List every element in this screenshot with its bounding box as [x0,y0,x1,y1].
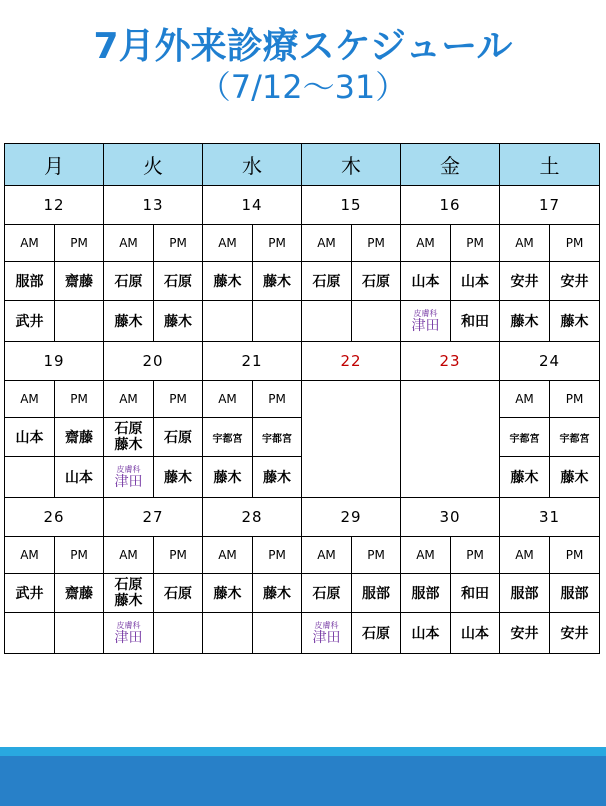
doctor-cell: 藤木 [154,457,203,498]
date-cell: 29 [302,498,401,537]
am-label: AM [302,537,352,574]
pm-label: PM [451,225,500,262]
doctor-cell [352,301,401,342]
doctor-cell: 藤木 [253,574,302,613]
doctor-name: 津田 [114,630,143,646]
doctor-cell-stacked [104,418,154,457]
doctor-name: 津田 [312,630,341,646]
doctor-cell: 安井 [550,613,600,654]
date-row [5,498,600,537]
doctor-cell [5,457,55,498]
dermatology-cell [401,301,451,342]
doctor-cell: 石原 [302,574,352,613]
doctor-name: 石原 [114,421,143,437]
weekday-header-row [5,144,600,186]
am-label: AM [401,537,451,574]
doctor-cell: 安井 [500,613,550,654]
doctor-cell: 藤木 [154,301,203,342]
doctor-cell: 藤木 [550,301,600,342]
doctor-cell [203,301,253,342]
doctor-cell: 藤木 [550,457,600,498]
doctor-cell: 藤木 [203,262,253,301]
date-cell: 13 [104,186,203,225]
doctor-name: 津田 [411,318,440,334]
holiday-empty-cell [401,381,500,498]
am-label: AM [104,537,154,574]
doctor-cell: 藤木 [500,457,550,498]
holiday-empty-cell [302,381,401,498]
doctor-cell [5,613,55,654]
date-cell-holiday: 23 [401,342,500,381]
doctor-cell: 山本 [5,418,55,457]
date-cell: 30 [401,498,500,537]
am-label: AM [104,381,154,418]
doctor-row [5,613,600,654]
doctor-cell: 齋藤 [55,574,104,613]
doctor-cell: 山本 [401,613,451,654]
weekday-fri: 金 [401,144,500,186]
pm-label: PM [253,225,302,262]
doctor-cell: 安井 [550,262,600,301]
doctor-cell: 服部 [550,574,600,613]
weekday-wed: 水 [203,144,302,186]
doctor-name: 石原 [114,577,143,593]
pm-label: PM [253,537,302,574]
doctor-cell: 石原 [154,418,203,457]
am-label: AM [5,225,55,262]
pm-label: PM [451,537,500,574]
doctor-cell: 宇都宮 [253,418,302,457]
am-label: AM [500,537,550,574]
doctor-cell: 石原 [352,262,401,301]
doctor-cell-stacked [104,574,154,613]
pm-label: PM [154,225,203,262]
ampm-row [5,537,600,574]
doctor-cell: 藤木 [203,574,253,613]
date-cell: 15 [302,186,401,225]
weekday-tue: 火 [104,144,203,186]
doctor-cell: 藤木 [253,457,302,498]
doctor-cell [55,301,104,342]
doctor-cell: 宇都宮 [203,418,253,457]
doctor-name: 津田 [114,474,143,490]
dermatology-cell [104,457,154,498]
doctor-cell: 山本 [401,262,451,301]
doctor-row [5,262,600,301]
doctor-row [5,574,600,613]
weekday-sat: 土 [500,144,600,186]
date-cell-holiday: 22 [302,342,401,381]
doctor-cell: 藤木 [104,301,154,342]
date-cell: 27 [104,498,203,537]
date-cell: 31 [500,498,600,537]
am-label: AM [203,225,253,262]
page-title: 7月外来診療スケジュール [93,26,513,67]
ampm-row [5,381,600,418]
pm-label: PM [55,381,104,418]
doctor-cell: 齋藤 [55,418,104,457]
doctor-row [5,301,600,342]
dermatology-label: 皮膚科 [314,621,339,630]
doctor-cell: 服部 [352,574,401,613]
doctor-cell: 山本 [55,457,104,498]
doctor-cell: 和田 [451,301,500,342]
am-label: AM [104,225,154,262]
pm-label: PM [550,225,600,262]
date-cell: 17 [500,186,600,225]
weekday-mon: 月 [5,144,104,186]
am-label: AM [500,225,550,262]
doctor-cell: 武井 [5,574,55,613]
date-row [5,186,600,225]
doctor-cell [253,301,302,342]
doctor-cell: 藤木 [500,301,550,342]
am-label: AM [203,537,253,574]
doctor-cell: 藤木 [253,262,302,301]
pm-label: PM [154,537,203,574]
am-label: AM [500,381,550,418]
dermatology-label: 皮膚科 [116,621,141,630]
doctor-cell: 服部 [500,574,550,613]
doctor-cell [302,301,352,342]
date-cell: 21 [203,342,302,381]
date-cell: 28 [203,498,302,537]
doctor-cell: 服部 [5,262,55,301]
doctor-cell [203,613,253,654]
doctor-cell [55,613,104,654]
date-cell: 24 [500,342,600,381]
date-cell: 20 [104,342,203,381]
am-label: AM [203,381,253,418]
dermatology-cell [104,613,154,654]
doctor-cell [253,613,302,654]
date-cell: 26 [5,498,104,537]
schedule-table [4,143,600,654]
date-cell: 12 [5,186,104,225]
pm-label: PM [55,225,104,262]
dermatology-label: 皮膚科 [116,465,141,474]
am-label: AM [5,537,55,574]
doctor-cell: 石原 [154,262,203,301]
pm-label: PM [550,381,600,418]
doctor-cell: 石原 [352,613,401,654]
pm-label: PM [352,225,401,262]
doctor-cell: 武井 [5,301,55,342]
doctor-cell: 宇都宮 [550,418,600,457]
dermatology-cell [302,613,352,654]
am-label: AM [302,225,352,262]
pm-label: PM [352,537,401,574]
doctor-cell: 石原 [154,574,203,613]
date-cell: 16 [401,186,500,225]
doctor-cell: 和田 [451,574,500,613]
doctor-cell: 山本 [451,262,500,301]
ampm-row [5,225,600,262]
doctor-name: 藤木 [114,437,143,453]
pm-label: PM [154,381,203,418]
pm-label: PM [253,381,302,418]
doctor-name: 藤木 [114,593,143,609]
doctor-cell: 宇都宮 [500,418,550,457]
weekday-thu: 木 [302,144,401,186]
doctor-cell: 安井 [500,262,550,301]
date-cell: 19 [5,342,104,381]
pm-label: PM [550,537,600,574]
am-label: AM [401,225,451,262]
footer-bar [0,756,606,806]
doctor-cell: 石原 [302,262,352,301]
page-subtitle: （7/12～31） [198,68,408,106]
doctor-cell: 藤木 [203,457,253,498]
doctor-cell: 齋藤 [55,262,104,301]
date-cell: 14 [203,186,302,225]
doctor-cell: 石原 [104,262,154,301]
doctor-cell: 服部 [401,574,451,613]
footer-stripe [0,747,606,756]
doctor-cell: 山本 [451,613,500,654]
doctor-cell [154,613,203,654]
date-row [5,342,600,381]
pm-label: PM [55,537,104,574]
am-label: AM [5,381,55,418]
dermatology-label: 皮膚科 [413,309,438,318]
